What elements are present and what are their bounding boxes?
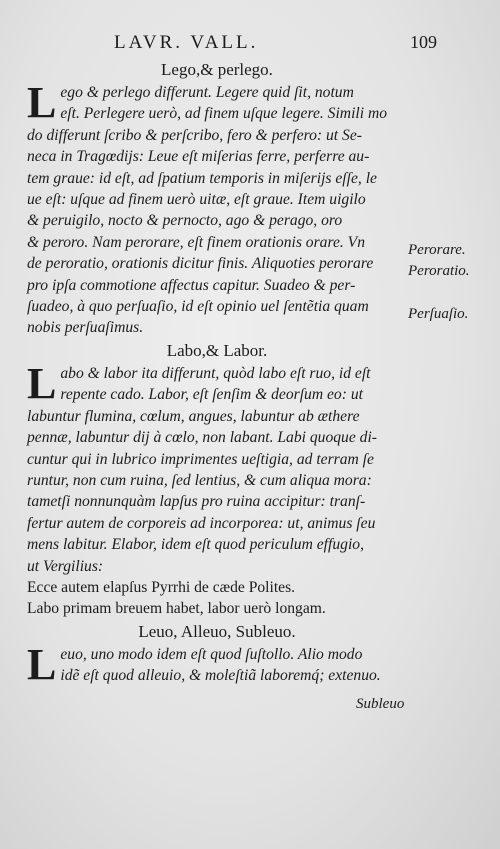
text-line: do differunt ſcribo & perſcribo, fero & perfero: ut Se- bbox=[27, 126, 362, 144]
text-line: tem graue: id eſt, ad ſpatium temporis in miſerijs eſſe, le bbox=[27, 169, 377, 187]
text-line: ego & perlego differunt. Legere quid ſit, notum bbox=[60, 84, 354, 101]
text-line: labuntur flumina, cœlum, angues, labuntur ab æthere bbox=[27, 407, 360, 425]
running-title: LAVR. VALL. bbox=[114, 32, 259, 53]
text-line: euo, uno modo idem eſt quod ſuſtollo. Alio modo bbox=[60, 645, 363, 663]
drop-capital: L bbox=[27, 639, 57, 689]
text-line: neca in Tragœdijs: Leue eſt miſerias ferre, perferre au- bbox=[27, 148, 370, 166]
entry-heading-leuo: Leuo, Alleuo, Subleuo. bbox=[138, 621, 296, 641]
text-line: ue eſt: uſque ad finem uerò uitæ, eſt graue. Item uigilo bbox=[27, 191, 366, 209]
text-line: nobis perſuaſimus. bbox=[27, 319, 144, 337]
text-line: cuntur qui in lubrico imprimentes ueſtigia, ad terram ſe bbox=[27, 450, 374, 468]
text-line: pennæ, labuntur dij à cœlo, non labant. Labi quoque di- bbox=[27, 429, 377, 447]
text-line: ſuadeo, à quo perſuaſio, id eſt opinio uel ſentẽtia quam bbox=[27, 298, 369, 316]
marginal-note: Perorare. bbox=[408, 242, 466, 258]
text-line: de peroratio, orationis dicitur finis. Aliquoties perorare bbox=[27, 255, 374, 273]
entry-text-labo bbox=[27, 358, 407, 620]
text-block bbox=[27, 58, 407, 687]
text-line: pro ipſa commotione affectus capitur. Suadeo & per- bbox=[27, 276, 356, 294]
marginal-note: Peroratio. bbox=[408, 263, 470, 280]
text-line: & peruigilo, nocto & pernocto, ago & perago, oro bbox=[27, 212, 343, 230]
page-number: 109 bbox=[410, 32, 437, 52]
text-line: ut Vergilius: bbox=[27, 557, 104, 575]
entry-text-lego bbox=[27, 78, 407, 339]
text-line: fertur autem de corporeis ad incorporea: ut, animus ſeu bbox=[27, 514, 376, 532]
catchword: Subleuo bbox=[356, 696, 405, 712]
text-line: repente cado. Labor, eſt ſenſim & deorſum eo: ut bbox=[60, 386, 363, 404]
entry-heading-lego: Lego,& perlego. bbox=[161, 60, 273, 79]
text-line: runtur, non cum ruina, ſed lentius, & cum aliqua mora: bbox=[27, 471, 372, 489]
verse-quotation: Ecce autem elapſus Pyrrhi de cæde Polites. bbox=[27, 578, 296, 596]
running-head bbox=[0, 32, 500, 56]
text-line: eſt. Perlegere uerò, ad finem uſque legere. Simili mo bbox=[60, 105, 388, 123]
text-line: idẽ eſt quod alleuio, & moleſtiã laboremq́; extenuo. bbox=[60, 667, 381, 685]
text-line: tametſi nonnunquàm lapſus pro ruina accipitur: tranſ- bbox=[27, 493, 366, 511]
marginal-notes bbox=[408, 240, 500, 325]
text-line: & peroro. Nam perorare, eſt finem orationis orare. Vn bbox=[27, 233, 365, 251]
text-line: abo & labor ita differunt, quòd labo eſt ruo, id eſt bbox=[60, 364, 371, 382]
text-line: mens labitur. Elabor, idem eſt quod periculum effugio, bbox=[27, 536, 364, 554]
drop-capital: L bbox=[27, 78, 57, 127]
verse-note: Labo primam breuem habet, labor uerò longam. bbox=[27, 600, 326, 618]
entry-heading-labo: Labo,& Labor. bbox=[166, 340, 268, 360]
entry-text-leuo bbox=[27, 639, 407, 689]
drop-capital: L bbox=[27, 358, 57, 408]
marginal-note: Perſuaſio. bbox=[408, 305, 469, 322]
